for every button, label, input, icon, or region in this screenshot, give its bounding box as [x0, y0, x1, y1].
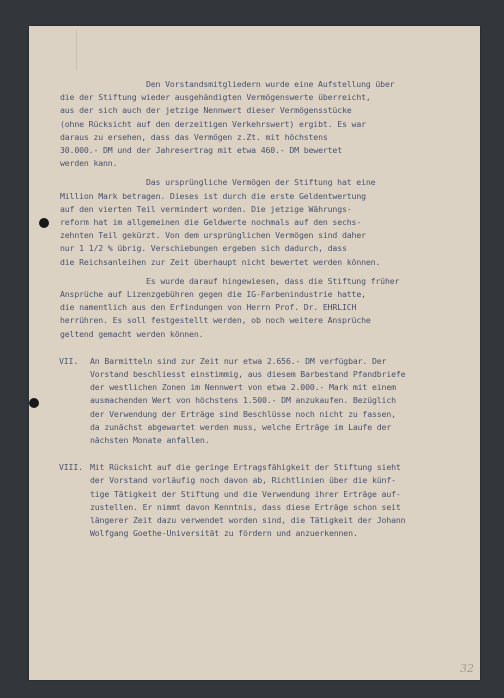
paragraph-asset-overview: Den Vorstandsmitgliedern wurde eine Aufstellung über die der Stiftung wieder ausgehändigten Vermögenswerte überreicht, aus der sich auch der jetzige Nennwert dieser Vermögensstücke (ohne Rücksicht auf den derzeitigen Verkehrswert) ergibt. Es war daraus zu ersehen, dass das Vermögen z.Zt. mit höchstens 30.000.- DM und der Jahresertrag mit etwa 460.- DM bewertet werden kann. [60, 79, 395, 169]
item-viii: VIII. Mit Rücksicht auf die geringe Ertragsfähigkeit der Stiftung sieht der Vorstand vorläufig noch davon ab, Richtlinien über die künf- tige Tätigkeit der Stiftung und die Verwendung ihrer Erträge auf- zustellen. Er nimmt davon Kenntnis, dass diese Erträge schon seit längerer Zeit dazu verwendet worden sind, die Tätigkeit der Johann Wolfgang Goethe-Universität zu fördern und anzuerkennen. [59, 462, 406, 539]
item-number: VIII. [59, 462, 83, 473]
punch-hole [29, 398, 39, 408]
punch-hole [39, 218, 49, 228]
item-vii: VII. An Barmitteln sind zur Zeit nur etwa 2.656.- DM verfügbar. Der Vorstand beschliesst einstimmig, aus diesem Barbestand Pfandbriefe der westlichen Zonen im Nennwert von etwa 2.000.- Mark mit einem ausmachenden Wert von höchstens 1.500.- DM anzukaufen. Bezüglich der Verwendung der Erträge sind Beschlüsse noch nicht zu fassen, da zunächst abgewartet werden muss, welche Erträge im Laufe der nächsten Monate anfallen. [59, 355, 406, 446]
typed-text [60, 78, 475, 541]
paper-crease [76, 30, 77, 70]
paragraph-original-assets: Das ursprüngliche Vermögen der Stiftung hat eine Million Mark betragen. Dieses ist durch die erste Geldentwertung auf den vierten Teil vermindert worden. Die jetzige Währungs- reform hat im allgemeinen die Geldwerte nochmals auf den sechs- zehnten Teil gekürzt. Von dem ursprünglichen Vermögen sind daher nur 1 1/2 % übrig. Verschiebungen ergeben sich dadurch, dass die Reichsanleihen zur Zeit überhaupt nicht bewertet werden können. [60, 177, 381, 267]
page-number: 32 [460, 662, 474, 675]
item-number: VII. [59, 355, 79, 366]
paragraph-license-claims: Es wurde darauf hingewiesen, dass die Stiftung früher Ansprüche auf Lizenzgebühren gegen die IG-Farbenindustrie hatte, die namentlich aus den Erfindungen von Herrn Prof. Dr. EHRLICH herrühren. Es soll festgestellt werden, ob noch weitere Ansprüche geltend gemacht werden können. [60, 275, 400, 339]
